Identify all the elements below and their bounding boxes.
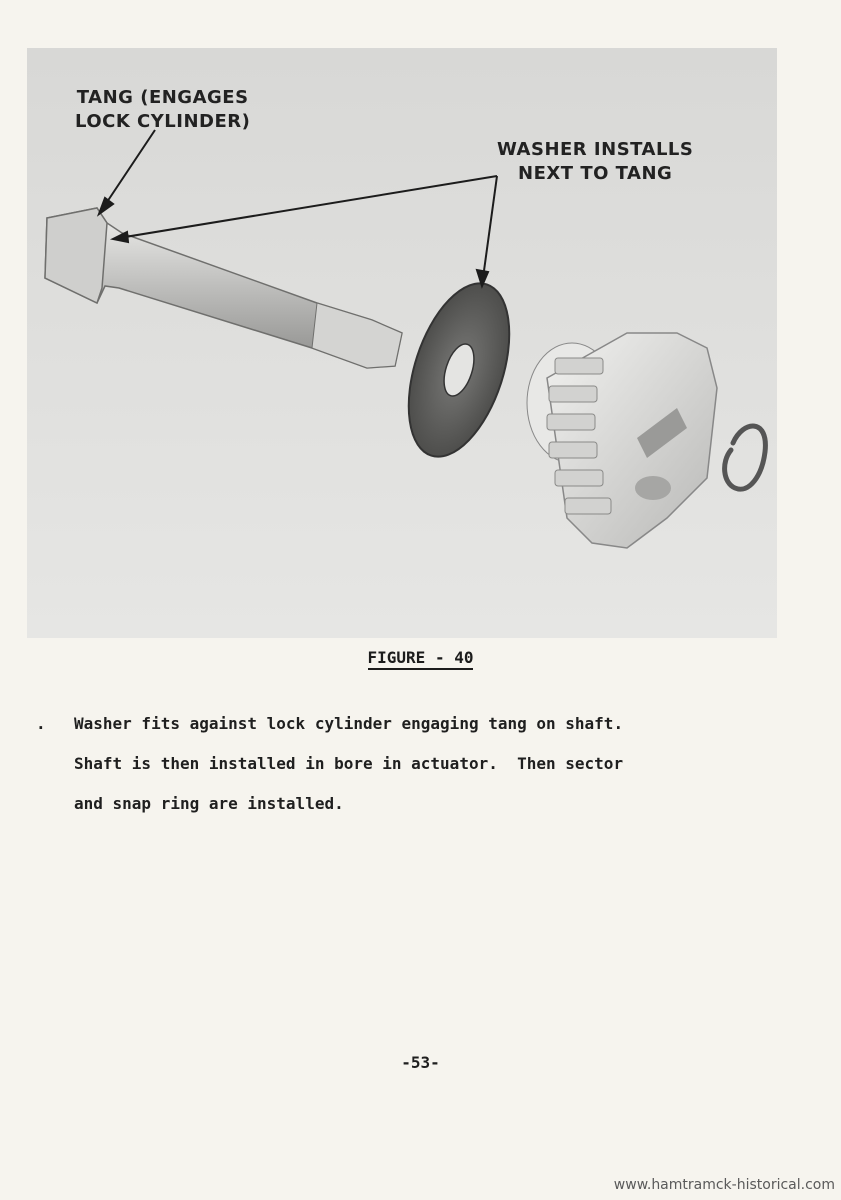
figure-illustration — [27, 48, 777, 638]
body-line-3: and snap ring are installed. — [74, 794, 344, 813]
callout-tang — [75, 86, 250, 134]
watermark: www.hamtramck-historical.com — [613, 1177, 835, 1193]
page-number: -53- — [401, 1053, 440, 1072]
figure-photo — [27, 48, 777, 638]
body-line-2: Shaft is then installed in bore in actuator. Then sector — [74, 754, 624, 773]
callout-washer-line-2: NEXT TO TANG — [518, 163, 673, 184]
figure-caption-text: FIGURE - 40 — [368, 648, 474, 670]
callout-tang-line-2: LOCK CYLINDER) — [75, 111, 251, 132]
callout-tang-line-1: TANG (ENGAGES — [76, 87, 249, 108]
bullet: . — [36, 714, 46, 733]
body-paragraph — [36, 704, 796, 824]
figure-caption — [0, 648, 841, 667]
callout-washer-line-1: WASHER INSTALLS — [497, 139, 694, 160]
callout-washer — [497, 138, 693, 186]
body-line-1: Washer fits against lock cylinder engaging tang on shaft. — [74, 714, 624, 733]
